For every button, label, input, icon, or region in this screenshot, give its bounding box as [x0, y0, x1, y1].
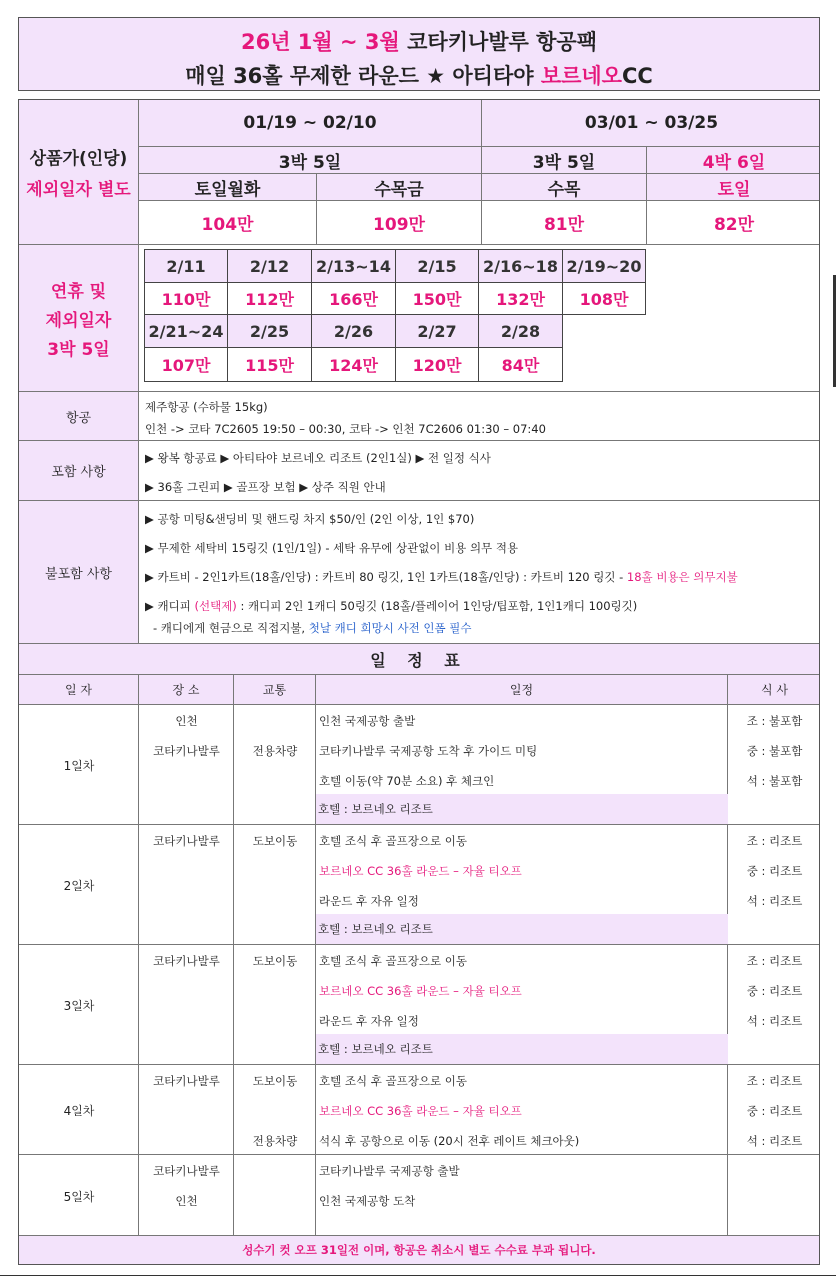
holiday-price: 120만	[395, 347, 479, 382]
product-table	[18, 99, 820, 1265]
period-2: 03/01 ~ 03/25	[482, 100, 820, 147]
holiday-price: 132만	[478, 282, 563, 315]
col-header-place: 장 소	[139, 675, 234, 705]
meal: 조 : 리조트	[746, 954, 803, 968]
price-4: 82만	[647, 201, 820, 245]
period-1: 01/19 ~ 02/10	[139, 100, 482, 147]
meal: 중 : 불포함	[746, 744, 803, 758]
itinerary-item: 호텔 조식 후 골프장으로 이동	[319, 834, 467, 848]
included-body	[139, 441, 819, 501]
holiday-label-cell	[19, 245, 139, 392]
itinerary-item: 인천 국제공항 도착	[319, 1194, 416, 1208]
day-row-4	[19, 1065, 819, 1155]
holiday-price: 107만	[144, 347, 228, 382]
hotel-info: 호텔 : 보르네오 리조트	[316, 1034, 728, 1064]
itinerary-item: 보르네오 CC 36홀 라운드 – 자율 티오프	[319, 984, 522, 998]
title-line-1: 26년 1월 ~ 3월 코타키나발루 항공팩	[240, 30, 598, 54]
holiday-label-3: 3박 5일	[47, 339, 110, 360]
itinerary-item: 라운드 후 자유 일정	[319, 1014, 419, 1028]
included-line-1: ▶ 왕복 항공료 ▶ 아티타야 보르네오 리조트 (2인1실) ▶ 전 일정 식사	[145, 451, 491, 465]
holiday-price: 166만	[311, 282, 396, 315]
day-label: 4일차	[63, 1103, 95, 1118]
included-label: 포함 사항	[19, 441, 139, 501]
holiday-date: 2/21~24	[144, 314, 228, 348]
transport: 도보이동	[252, 1074, 298, 1088]
holiday-date: 2/19~20	[562, 249, 646, 283]
price-label-cell	[19, 100, 139, 245]
hotel-info: 호텔 : 보르네오 리조트	[316, 914, 728, 944]
transport: 전용차량	[252, 744, 298, 758]
meal: 조 : 리조트	[746, 834, 803, 848]
nights-period-1: 3박 5일	[139, 147, 482, 174]
excluded-line-4: ▶ 캐디피 (선택제) : 캐디피 2인 1캐디 50링깃 (18홀/플레이어 1인당/팁포함, 1인1캐디 100링깃)	[145, 599, 638, 613]
flight-body	[139, 392, 819, 441]
itinerary-item: 호텔 이동(약 70분 소요) 후 체크인	[319, 774, 495, 788]
holiday-label-2: 제외일자	[45, 310, 112, 331]
meal: 석 : 리조트	[746, 894, 803, 908]
meal: 중 : 리조트	[746, 1104, 803, 1118]
place: 코타키나발루	[153, 834, 220, 848]
holiday-date: 2/11	[144, 249, 228, 283]
excluded-body	[139, 501, 819, 644]
itinerary-item: 인천 국제공항 출발	[319, 714, 416, 728]
itinerary-item: 코타키나발루 국제공항 도착 후 가이드 미팅	[319, 744, 538, 758]
title-line-2: 매일 36홀 무제한 라운드 ★ 아티타야 보르네오CC	[185, 64, 653, 88]
day-row-1	[19, 705, 819, 825]
place: 코타키나발루	[153, 954, 220, 968]
itinerary-item: 라운드 후 자유 일정	[319, 894, 419, 908]
holiday-date: 2/13~14	[311, 249, 396, 283]
meal: 조 : 리조트	[746, 1074, 803, 1088]
transport: 전용차량	[252, 1134, 298, 1148]
excluded-line-5: - 캐디에게 현금으로 직접지불, 첫날 캐디 희망시 사전 인폼 필수	[153, 621, 472, 635]
holiday-price: 84만	[478, 347, 563, 382]
place: 인천	[175, 714, 198, 728]
col-header-transport: 교통	[234, 675, 316, 705]
meal: 석 : 리조트	[746, 1134, 803, 1148]
days-2: 수목금	[317, 174, 482, 201]
nights-period-2b: 4박 6일	[647, 147, 820, 174]
holiday-date: 2/12	[227, 249, 312, 283]
flight-airline: 제주항공 (수하물 15kg)	[145, 400, 268, 414]
price-note: 제외일자 별도	[26, 180, 131, 200]
day-row-5	[19, 1155, 819, 1237]
holiday-grid	[139, 245, 819, 392]
holiday-date: 2/15	[395, 249, 479, 283]
col-header-itinerary: 일정	[316, 675, 728, 705]
schedule-title: 일 정 표	[19, 644, 819, 675]
itinerary-item: 호텔 조식 후 골프장으로 이동	[319, 954, 467, 968]
col-header-meal: 식 사	[728, 675, 820, 705]
meal: 중 : 리조트	[746, 984, 803, 998]
holiday-date: 2/28	[478, 314, 563, 348]
itinerary-item: 보르네오 CC 36홀 라운드 – 자율 티오프	[319, 864, 522, 878]
excluded-line-2: ▶ 무제한 세탁비 15링깃 (1인/1일) - 세탁 유무에 상관없이 비용 의무 적용	[145, 541, 519, 555]
hotel-info: 호텔 : 보르네오 리조트	[316, 794, 728, 824]
meal: 중 : 리조트	[746, 864, 803, 878]
days-3: 수목	[482, 174, 647, 201]
holiday-price: 112만	[227, 282, 312, 315]
day-label: 1일차	[63, 758, 95, 773]
price-label: 상품가(인당)	[29, 149, 128, 169]
itinerary-item: 석식 후 공항으로 이동 (20시 전후 레이트 체크아웃)	[319, 1134, 580, 1148]
footer-notice: 성수기 컷 오프 31일전 이며, 항공은 취소시 별도 수수료 부과 됩니다.	[19, 1235, 819, 1264]
excluded-line-1: ▶ 공항 미팅&샌딩비 및 핸드링 차지 $50/인 (2인 이상, 1인 $70)	[145, 512, 475, 526]
holiday-date: 2/25	[227, 314, 312, 348]
days-4: 토일	[647, 174, 820, 201]
title-banner	[18, 17, 820, 91]
included-line-2: ▶ 36홀 그린피 ▶ 골프장 보험 ▶ 상주 직원 안내	[145, 480, 386, 494]
holiday-price: 110만	[144, 282, 228, 315]
nights-period-2a: 3박 5일	[482, 147, 647, 174]
day-label: 2일차	[63, 878, 95, 893]
excluded-label: 불포함 사항	[19, 501, 139, 644]
days-1: 토일월화	[139, 174, 317, 201]
meal: 석 : 불포함	[746, 774, 803, 788]
holiday-date: 2/27	[395, 314, 479, 348]
price-2: 109만	[317, 201, 482, 245]
place: 코타키나발루	[153, 1164, 220, 1178]
holiday-date: 2/26	[311, 314, 396, 348]
holiday-date: 2/16~18	[478, 249, 563, 283]
itinerary-item: 호텔 조식 후 골프장으로 이동	[319, 1074, 467, 1088]
place: 인천	[175, 1194, 198, 1208]
holiday-price: 124만	[311, 347, 396, 382]
transport: 도보이동	[252, 834, 298, 848]
bottom-rule	[0, 1275, 836, 1276]
holiday-price: 108만	[562, 282, 646, 315]
day-row-2	[19, 825, 819, 945]
holiday-label-1: 연휴 및	[50, 281, 107, 302]
transport: 도보이동	[252, 954, 298, 968]
place: 코타키나발루	[153, 744, 220, 758]
meal: 석 : 리조트	[746, 1014, 803, 1028]
meal: 조 : 불포함	[746, 714, 803, 728]
excluded-line-3: ▶ 카트비 - 2인1카트(18홀/인당) : 카트비 80 링깃, 1인 1카트(18홀/인당) : 카트비 120 링깃 - 18홀 비용은 의무지불	[145, 570, 738, 584]
holiday-price: 150만	[395, 282, 479, 315]
day-label: 3일차	[63, 998, 95, 1013]
price-3: 81만	[482, 201, 647, 245]
place: 코타키나발루	[153, 1074, 220, 1088]
flight-label: 항공	[19, 392, 139, 441]
itinerary-item: 보르네오 CC 36홀 라운드 – 자율 티오프	[319, 1104, 522, 1118]
flight-times: 인천 -> 코타 7C2605 19:50 – 00:30, 코타 -> 인천 7C2606 01:30 – 07:40	[145, 422, 546, 436]
itinerary-item: 코타키나발루 국제공항 출발	[319, 1164, 460, 1178]
col-header-day: 일 자	[19, 675, 139, 705]
day-row-3	[19, 945, 819, 1065]
holiday-price: 115만	[227, 347, 312, 382]
day-label: 5일차	[63, 1189, 95, 1204]
price-1: 104만	[139, 201, 317, 245]
